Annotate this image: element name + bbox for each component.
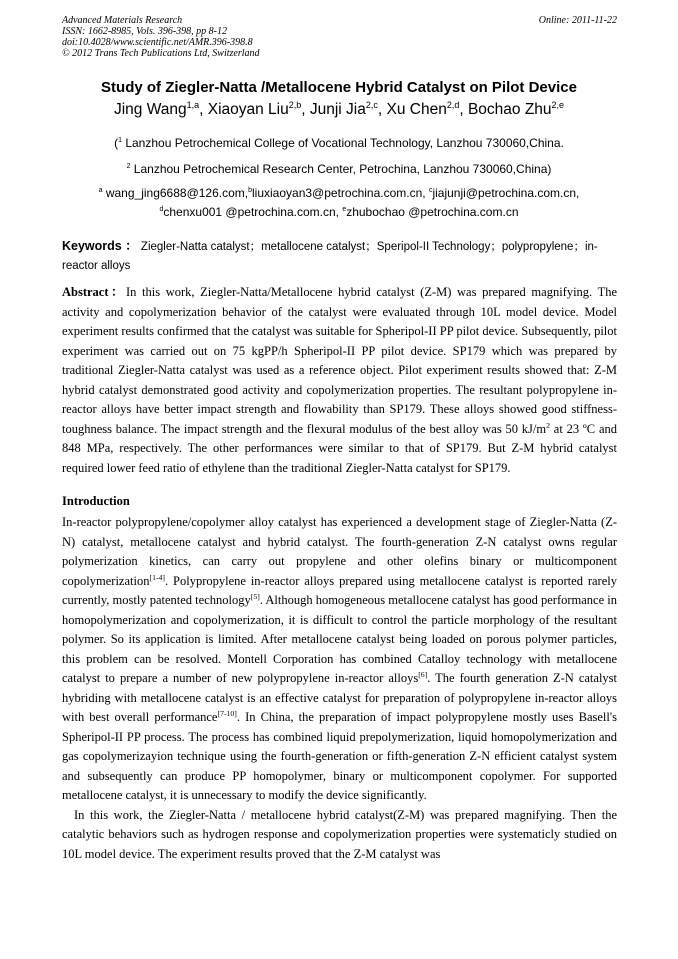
abstract-text: at 23 ºC and 848 MPa, respectively. The other performances were similar to that of SP179. But Z-M hybrid catalyst required lower feed ratio of ethylene than the traditional Ziegler-Natta catalyst for SP179. — [62, 421, 617, 475]
intro-paragraph-2: In this work, the Ziegler-Natta / metallocene hybrid catalyst(Z-M) was prepared magnifying. Then the catalytic behaviors such as hydrogen response and copolymerization properties were systematicly studied on 10L model device. The experiment results proved that the Z-M catalyst was — [62, 807, 617, 861]
email-link[interactable]: wang_jing6688@126.com, — [102, 186, 249, 200]
issn-line: ISSN: 1662-8985, Vols. 396-398, pp 8-12 — [62, 26, 227, 37]
email-mark: d — [159, 206, 164, 213]
citation-ref[interactable]: [7-10] — [217, 708, 237, 718]
abstract-paragraph — [62, 283, 617, 478]
intro-text: . The fourth generation Z-N catalyst hybriding with metallocene catalyst is an effective catalyst for preparation of polypropylene in-reactor alloys with best overall performance — [62, 671, 618, 724]
email-line-1 — [40, 186, 638, 200]
intro-text: . Although homogeneous metallocene catalyst has good performance in homopolymerization and copolymerization, it is difficult to control the particle morphology of the resultant polymer. So its application is limited. After metallocene catalyst being loaded on porous polymer particles, this problem can be resolved. Montell Corporation has combined Catalloy technology with metallocene catalyst to prepare a number of new polypropylene in-reactor alloys — [62, 593, 617, 685]
citation-ref[interactable]: [1-4] — [149, 572, 165, 582]
affiliation-text: Lanzhou Petrochemical Research Center, Petrochina, Lanzhou 730060,China) — [130, 162, 552, 176]
journal-header — [62, 15, 617, 59]
affiliation-2 — [40, 162, 638, 176]
email-mark: e — [342, 206, 347, 213]
author-name: Jing Wang — [113, 101, 187, 118]
author-affiliation-mark: 1,a — [186, 99, 200, 110]
author-separator: , — [377, 101, 387, 118]
abstract-label: Abstract： — [62, 285, 127, 299]
copyright-line: © 2012 Trans Tech Publications Ltd, Switzerland — [62, 48, 260, 59]
affiliation-open-paren: ( — [114, 136, 119, 150]
intro-text: . In China, the preparation of impact polypropylene mostly uses Basell's Spheripol-II PP process. The process has combined liquid prepolymerization, liquid homopolymerization and gas copolymerizayion technique using the fourth-generation or fifth-generation Z-N efficient catalyst system and subsequently can produce PP homopolymer, binary or multicomponent copolymer. For supported metallocene catalyst, it is unnecessary to modify the device significantly. — [62, 710, 617, 802]
intro-text: . Polypropylene in-reactor alloys prepared using metallocene catalyst is reported rarely currently, mostly patented technology — [62, 573, 617, 607]
keywords-label: Keywords ： — [62, 239, 138, 253]
author-separator: , — [301, 101, 310, 118]
citation-ref[interactable]: [5] — [250, 591, 260, 601]
author-list — [40, 101, 638, 119]
affiliation-mark: 2 — [126, 163, 131, 170]
affiliation-1 — [40, 136, 638, 150]
email-link[interactable]: jiajunji@petrochina.com.cn, — [432, 186, 580, 200]
intro-paragraph-1 — [62, 513, 617, 806]
author-affiliation-mark: 2,c — [365, 99, 378, 110]
author-name: Xiaoyan Liu — [207, 101, 289, 118]
affiliation-text: Lanzhou Petrochemical College of Vocational Technology, Lanzhou 730060,China. — [122, 136, 564, 150]
author-affiliation-mark: 2,e — [551, 99, 565, 110]
email-link[interactable]: chenxu001 @petrochina.com.cn, — [163, 205, 343, 219]
email-line-2 — [40, 205, 638, 219]
email-link[interactable]: zhubochao @petrochina.com.cn — [346, 205, 519, 219]
superscript: 2 — [546, 420, 550, 430]
author-separator: , — [199, 101, 208, 118]
introduction-body — [62, 513, 617, 864]
introduction-heading: Introduction — [62, 494, 130, 508]
email-mark: a — [98, 187, 103, 194]
affiliation-mark: 1 — [118, 137, 122, 144]
email-mark: b — [248, 187, 252, 194]
keywords — [62, 237, 617, 276]
email-link[interactable]: liuxiaoyan3@petrochina.com.cn, — [252, 186, 429, 200]
citation-ref[interactable]: [6] — [418, 669, 428, 679]
keywords-text: Ziegler-Natta catalyst；metallocene catalyst；Speripol-II Technology；polypropylene；in-reactor alloys — [62, 241, 598, 272]
paper-title: Study of Ziegler-Natta /Metallocene Hybrid Catalyst on Pilot Device — [101, 79, 577, 96]
author-affiliation-mark: 2,d — [446, 99, 460, 110]
intro-text: In-reactor polypropylene/copolymer alloy catalyst has experienced a development stage of Ziegler-Natta (Z-N) catalyst, metallocene catalyst and hybrid catalyst. The fourth-generation Z-N catalyst owns regular polymerization kinetics, can carry out propylene and other olefins binary or multicomponent copolymerization — [62, 515, 617, 588]
author-name: Junji Jia — [309, 101, 366, 118]
abstract — [62, 283, 617, 478]
journal-name: Advanced Materials Research — [62, 15, 183, 26]
doi-line: doi:10.4028/www.scientific.net/AMR.396-398.8 — [62, 37, 253, 48]
author-separator: , — [459, 101, 468, 118]
abstract-text: In this work, Ziegler-Natta/Metallocene hybrid catalyst (Z-M) was prepared magnifying. The activity and copolymerization behavior of the catalyst were evaluated through 10L model device. Model experiment results confirmed that the catalyst was suitable for Spheripol-II PP pilot device. Subsequently, pilot experiment was carried out on 75 kgPP/h Spheripol-II PP pilot device. SP179 which was prepared by traditional Ziegler-Natta catalyst was used as a reference object. Pilot experiment results showed that: Z-M hybrid catalyst demonstrated good activity and copolymerization properties. The resultant polypropylene in-reactor alloys have better impact strength and flowability than SP179. These alloys showed good stiffness-toughness balance. The impact strength and the flexural modulus of the best alloy was 50 kJ/m — [62, 285, 618, 436]
author-name: Xu Chen — [386, 101, 447, 118]
author-name: Bochao Zhu — [467, 101, 552, 118]
author-affiliation-mark: 2,b — [288, 99, 302, 110]
online-date: Online: 2011-11-22 — [538, 15, 617, 26]
email-mark: c — [428, 187, 433, 194]
